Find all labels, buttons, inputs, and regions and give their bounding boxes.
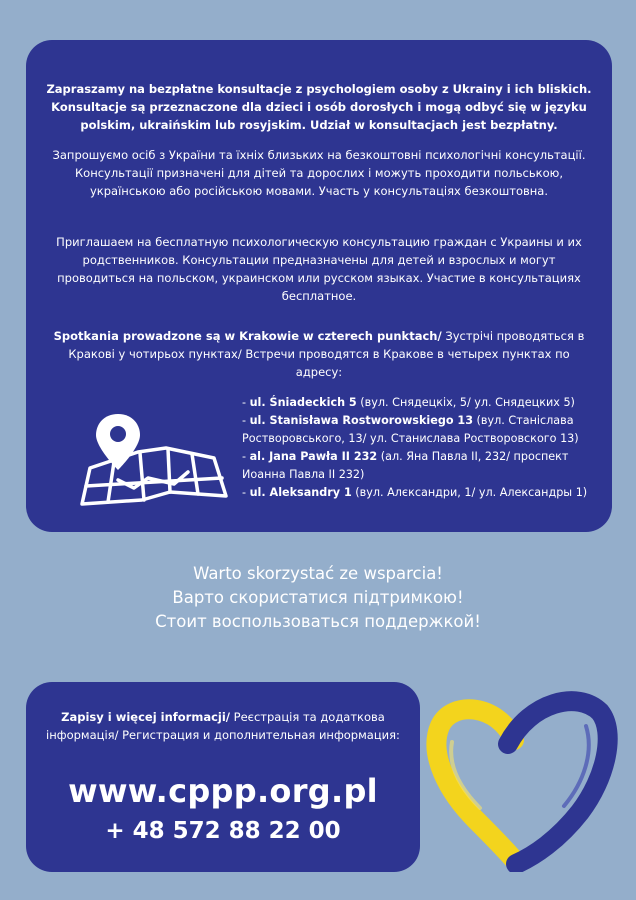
contact-card: [26, 682, 420, 872]
address-bullet: -: [242, 486, 250, 499]
address-name: ul. Aleksandry 1: [249, 486, 352, 499]
address-bullet: -: [242, 450, 250, 463]
slogans: [0, 562, 636, 634]
map-pin-icon: [78, 408, 228, 508]
phone-number[interactable]: + 48 572 88 22 00: [105, 818, 341, 844]
meetings-paragraph: [44, 327, 594, 381]
address-list: [242, 394, 602, 502]
heart-icon: [418, 682, 618, 872]
address-bullet: -: [242, 414, 250, 427]
meetings-polish: Spotkania prowadzone są w Krakowie w czterech punktach/: [53, 329, 442, 343]
address-name: ul. Stanisława Rostworowskiego 13: [249, 414, 473, 427]
slogan-ukrainian: Варто скористатися підтримкою!: [172, 588, 464, 607]
address-translation: (вул. Алєксандри, 1/ ул. Александры 1): [351, 486, 588, 499]
meetings-translations: Зустрічі проводяться в Кракові у чотирьох пунктах/ Встречи проводятся в Кракове в четырех пунктах по адресу:: [68, 329, 585, 379]
address-item: [242, 448, 602, 484]
registration-info: [40, 708, 406, 744]
website-link[interactable]: www.cppp.org.pl: [68, 772, 378, 810]
info-card: [26, 40, 612, 532]
registration-translations: Реєстрація та додаткова інформація/ Регистрация и дополнительная информация:: [46, 710, 400, 742]
slogan-russian: Стоит воспользоваться поддержкой!: [155, 612, 481, 631]
registration-polish: Zapisy i więcej informacji/: [61, 710, 230, 724]
address-bullet: -: [242, 396, 250, 409]
address-item: [242, 394, 602, 412]
address-translation: (вул. Станіслава Ростворовського, 13/ ул. Станислава Ростворовского 13): [242, 414, 579, 445]
polish-paragraph: Zapraszamy na bezpłatne konsultacje z psychologiem osoby z Ukrainy i ich bliskich. Konsultacje są przeznaczone dla dzieci i osób dorosłych i mogą odbyć się w języku polskim, ukraińskim lub rosyjskim. Udział w konsultacjach jest bezpłatny.: [46, 82, 592, 132]
address-item: [242, 412, 602, 448]
slogan-polish: Warto skorzystać ze wsparcia!: [193, 564, 443, 583]
address-translation: (ал. Яна Павла II, 232/ проспект Иоанна Павла II 232): [242, 450, 569, 481]
russian-paragraph: Приглашаем на бесплатную психологическую консультацию граждан с Украины и их родственников. Консультации предназначены для детей и взрослых и могут проводиться на польском, украинском или русском языках. Участие в консультациях бесплатное.: [56, 235, 582, 303]
address-item: [242, 484, 602, 502]
address-name: ul. Śniadeckich 5: [249, 396, 357, 409]
address-translation: (вул. Снядецкіх, 5/ ул. Снядецких 5): [356, 396, 575, 409]
ukrainian-paragraph: Запрошуємо осіб з України та їхніх близьких на безкоштовні психологічні консультації. Консультації призначені для дітей та дорослих і можуть проходити польською, українською або російською мовами. Участь у консультаціях безкоштовна.: [52, 148, 586, 198]
address-name: al. Jana Pawła II 232: [249, 450, 378, 463]
